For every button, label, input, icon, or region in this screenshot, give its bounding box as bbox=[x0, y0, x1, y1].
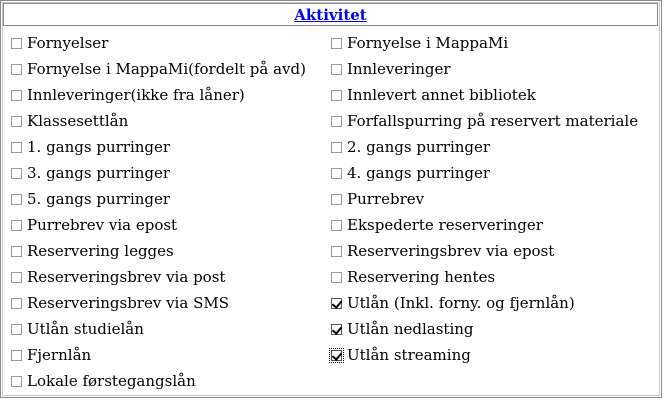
checkbox-fornyelse-i-mappami-fordelt-pa-avd[interactable] bbox=[11, 64, 22, 75]
checkbox-row-reserveringsbrev-via-post[interactable] bbox=[11, 264, 306, 290]
checkbox-forfallspurring-pa-reservert-materiale[interactable] bbox=[331, 116, 342, 127]
checkbox-label[interactable]: Lokale førstegangslån bbox=[27, 372, 196, 390]
checkbox-row-fornyelser[interactable] bbox=[11, 30, 306, 56]
checkbox-label[interactable]: Utlån studielån bbox=[27, 320, 144, 338]
checkbox-row-fornyelse-i-mappami[interactable] bbox=[331, 30, 638, 56]
checkbox-label[interactable]: Forfallspurring på reservert materiale bbox=[347, 112, 639, 130]
checkbox-row-forfallspurring-pa-reservert-materiale[interactable] bbox=[331, 108, 638, 134]
checkbox-fjernlan[interactable] bbox=[11, 350, 22, 361]
checkbox-utlan-inkl-forny-og-fjernlan[interactable] bbox=[331, 298, 342, 309]
checkbox-innleveringer-ikke-fra-laner[interactable] bbox=[11, 90, 22, 101]
checkbox-utlan-nedlasting[interactable] bbox=[331, 324, 342, 335]
checkbox-label[interactable]: Klassesettlån bbox=[27, 112, 129, 130]
checkbox-label[interactable]: 1. gangs purringer bbox=[27, 138, 171, 156]
checkbox-4-gangs-purringer[interactable] bbox=[331, 168, 342, 179]
checkbox-label[interactable]: Reservering legges bbox=[27, 242, 174, 260]
checkbox-row-purrebrev[interactable] bbox=[331, 186, 638, 212]
checkbox-label[interactable]: Utlån streaming bbox=[347, 346, 471, 364]
checkbox-utlan-studielan[interactable] bbox=[11, 324, 22, 335]
checkbox-reservering-hentes[interactable] bbox=[331, 272, 342, 283]
checkbox-lokale-f-rstegangslan[interactable] bbox=[11, 376, 22, 387]
checkbox-label[interactable]: Utlån nedlasting bbox=[347, 320, 474, 338]
checkbox-utlan-streaming[interactable] bbox=[331, 350, 342, 361]
header-bar bbox=[3, 3, 658, 26]
checkbox-label[interactable]: Ekspederte reserveringer bbox=[347, 216, 543, 234]
checkbox-label[interactable]: Purrebrev bbox=[347, 190, 425, 208]
checkbox-3-gangs-purringer[interactable] bbox=[11, 168, 22, 179]
checkbox-innlevert-annet-bibliotek[interactable] bbox=[331, 90, 342, 101]
checkbox-label[interactable]: Innleveringer bbox=[347, 60, 451, 78]
checkbox-label[interactable]: Reservering hentes bbox=[347, 268, 496, 286]
checkbox-row-innleveringer-ikke-fra-laner[interactable] bbox=[11, 82, 306, 108]
checkbox-row-purrebrev-via-epost[interactable] bbox=[11, 212, 306, 238]
checkbox-row-fornyelse-i-mappami-fordelt-pa-avd[interactable] bbox=[11, 56, 306, 82]
checkbox-label[interactable]: Purrebrev via epost bbox=[27, 216, 178, 234]
left-checkbox-column bbox=[11, 30, 306, 394]
checkbox-5-gangs-purringer[interactable] bbox=[11, 194, 22, 205]
checkbox-row-reserveringsbrev-via-epost[interactable] bbox=[331, 238, 638, 264]
checkbox-reserveringsbrev-via-post[interactable] bbox=[11, 272, 22, 283]
checkbox-innleveringer[interactable] bbox=[331, 64, 342, 75]
checkbox-klassesettlan[interactable] bbox=[11, 116, 22, 127]
checkbox-reserveringsbrev-via-epost[interactable] bbox=[331, 246, 342, 257]
checkbox-row-klassesettlan[interactable] bbox=[11, 108, 306, 134]
checkbox-label[interactable]: Reserveringsbrev via SMS bbox=[27, 294, 229, 312]
checkbox-label[interactable]: Fornyelse i MappaMi bbox=[347, 34, 509, 52]
checkbox-row-reserveringsbrev-via-sms[interactable] bbox=[11, 290, 306, 316]
checkbox-fornyelser[interactable] bbox=[11, 38, 22, 49]
checkbox-label[interactable]: Fornyelser bbox=[27, 34, 109, 52]
checkbox-label[interactable]: 5. gangs purringer bbox=[27, 190, 171, 208]
checkbox-label[interactable]: 2. gangs purringer bbox=[347, 138, 491, 156]
checkbox-row-utlan-nedlasting[interactable] bbox=[331, 316, 638, 342]
checkbox-1-gangs-purringer[interactable] bbox=[11, 142, 22, 153]
checkbox-ekspederte-reserveringer[interactable] bbox=[331, 220, 342, 231]
checkbox-row-innlevert-annet-bibliotek[interactable] bbox=[331, 82, 638, 108]
checkbox-2-gangs-purringer[interactable] bbox=[331, 142, 342, 153]
checkbox-label[interactable]: Fornyelse i MappaMi(fordelt på avd) bbox=[27, 60, 306, 78]
checkbox-label[interactable]: 3. gangs purringer bbox=[27, 164, 171, 182]
checkbox-row-2-gangs-purringer[interactable] bbox=[331, 134, 638, 160]
checkbox-label[interactable]: Utlån (Inkl. forny. og fjernlån) bbox=[347, 294, 575, 312]
checkbox-row-4-gangs-purringer[interactable] bbox=[331, 160, 638, 186]
checkbox-label[interactable]: Innleveringer(ikke fra låner) bbox=[27, 86, 245, 104]
checkbox-label[interactable]: Fjernlån bbox=[27, 346, 92, 364]
checkbox-row-fjernlan[interactable] bbox=[11, 342, 306, 368]
checkbox-row-reservering-legges[interactable] bbox=[11, 238, 306, 264]
checkbox-label[interactable]: Reserveringsbrev via post bbox=[27, 268, 226, 286]
checkbox-label[interactable]: Innlevert annet bibliotek bbox=[347, 86, 536, 104]
checkbox-row-reservering-hentes[interactable] bbox=[331, 264, 638, 290]
checkbox-row-1-gangs-purringer[interactable] bbox=[11, 134, 306, 160]
checkbox-label[interactable]: 4. gangs purringer bbox=[347, 164, 491, 182]
checkbox-fornyelse-i-mappami[interactable] bbox=[331, 38, 342, 49]
checkbox-row-5-gangs-purringer[interactable] bbox=[11, 186, 306, 212]
checkbox-purrebrev-via-epost[interactable] bbox=[11, 220, 22, 231]
right-checkbox-column bbox=[331, 30, 638, 368]
checkbox-row-utlan-streaming[interactable] bbox=[331, 342, 638, 368]
checkbox-row-ekspederte-reserveringer[interactable] bbox=[331, 212, 638, 238]
activity-title-link[interactable]: Aktivitet bbox=[294, 5, 367, 24]
checkbox-reservering-legges[interactable] bbox=[11, 246, 22, 257]
checkbox-row-utlan-inkl-forny-og-fjernlan[interactable] bbox=[331, 290, 638, 316]
checkbox-purrebrev[interactable] bbox=[331, 194, 342, 205]
checkbox-label[interactable]: Reserveringsbrev via epost bbox=[347, 242, 555, 260]
checkbox-row-lokale-f-rstegangslan[interactable] bbox=[11, 368, 306, 394]
checkbox-row-innleveringer[interactable] bbox=[331, 56, 638, 82]
checkbox-reserveringsbrev-via-sms[interactable] bbox=[11, 298, 22, 309]
checkbox-row-3-gangs-purringer[interactable] bbox=[11, 160, 306, 186]
checkbox-row-utlan-studielan[interactable] bbox=[11, 316, 306, 342]
